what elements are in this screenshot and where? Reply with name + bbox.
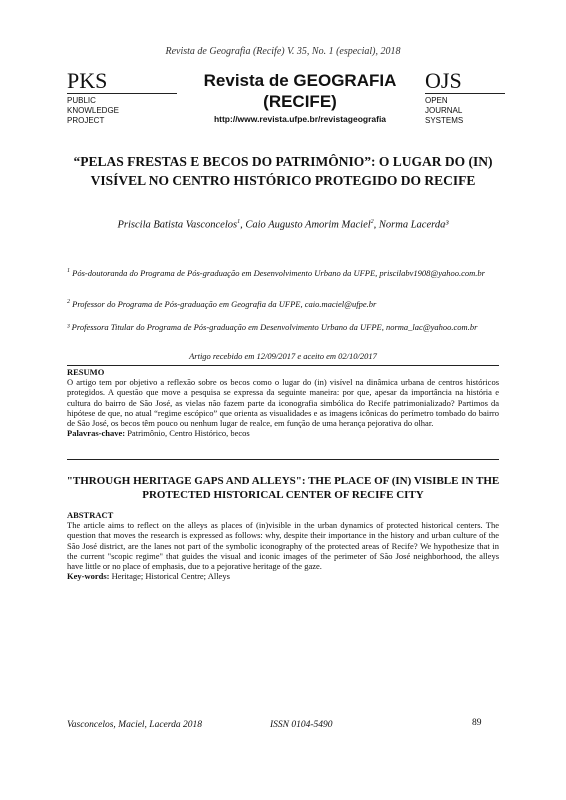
author-2: , Caio Augusto Amorim Maciel — [240, 219, 371, 231]
running-header: Revista de Geografia (Recife) V. 35, No. 1 (especial), 2018 — [165, 46, 401, 57]
divider-top — [67, 365, 499, 366]
journal-url[interactable]: http://www.revista.ufpe.br/revistageografia — [213, 114, 387, 124]
footnote-3: ³ Professora Titular do Programa de Pós-graduação em Desenvolvimento Urbano da UFPE, norma_lac@yahoo.com.br — [67, 322, 478, 332]
abstract-keywords-label: Key-words: — [67, 571, 110, 582]
pkp-logo — [67, 70, 177, 126]
ojs-logo-line2: JOURNAL — [425, 106, 463, 115]
divider-bottom — [67, 459, 499, 460]
author-1-mark: 1 — [237, 219, 241, 225]
pkp-logo-line1: PUBLIC — [67, 96, 96, 105]
author-2-mark: 2 — [370, 219, 374, 225]
author-1: Priscila Batista Vasconcelos — [117, 219, 238, 231]
footnote-2 — [67, 297, 499, 310]
abstract-keywords — [67, 571, 499, 581]
resumo-text: O artigo tem por objetivo a reflexão sobre os becos como o lugar do (in) visível na dinâmica urbana de centros históricos protegidos. A questão que move a pesquisa se expressa da seguinte maneira: por que, apesar da importância na história e cultura do bairro de São José, as vielas não fazem parte da iconografia simbólica do Recife patrimonializado? Partimos da hipótese de que, no atual “regime escópico” que orienta as visualidades e as imagens icônicas do perímetro tombado do bairro de São José, os becos têm pouco ou nenhum lugar de realce, em função de uma herança pejorativa do olhar. — [67, 377, 499, 429]
ojs-logo-line1: OPEN — [425, 96, 448, 105]
pkp-logo-line3: PROJECT — [67, 116, 105, 125]
author-3: , Norma Lacerda³ — [373, 219, 449, 231]
resumo-heading: RESUMO — [67, 367, 105, 377]
ojs-logo — [425, 70, 505, 126]
article-title-en: "THROUGH HERITAGE GAPS AND ALLEYS": THE PLACE OF (IN) VISIBLE IN THE PROTECTED HISTORICAL CENTER OF RECIFE CITY — [66, 475, 500, 501]
journal-title-line1: Revista de GEOGRAFIA — [203, 71, 397, 90]
author-list — [60, 219, 506, 231]
page-number: 89 — [472, 718, 482, 728]
journal-title-line2: (RECIFE) — [263, 92, 337, 111]
resumo-keywords-label: Palavras-chave: — [67, 428, 126, 439]
resumo-section — [67, 367, 499, 438]
footnote-1-mark: 1 — [67, 268, 70, 274]
footnote-2-text: Professor do Programa de Pós-graduação em Geografia da UFPE, caio.maciel@ufpe.br — [72, 298, 377, 309]
ojs-logo-mark: OJS — [425, 70, 505, 94]
resumo-keywords — [67, 428, 499, 438]
resumo-keywords-values: Patrimônio, Centro Histórico, becos — [125, 428, 250, 439]
abstract-section — [67, 510, 499, 581]
footnote-1-text: Pós-doutoranda do Programa de Pós-graduação em Desenvolvimento Urbano da UFPE, priscilabv1908@yahoo.com.br — [72, 267, 485, 278]
footer-authors: Vasconcelos, Maciel, Lacerda 2018 — [67, 720, 202, 730]
received-date: Artigo recebido em 12/09/2017 e aceito em 02/10/2017 — [189, 351, 377, 361]
ojs-logo-line3: SYSTEMS — [425, 116, 464, 125]
footer-issn: ISSN 0104-5490 — [270, 720, 333, 730]
abstract-heading: ABSTRACT — [67, 510, 114, 520]
pkp-logo-mark: PKS — [67, 70, 177, 94]
article-title-pt: “PELAS FRESTAS E BECOS DO PATRIMÔNIO”: O LUGAR DO (IN) VISÍVEL NO CENTRO HISTÓRICO PROTEGIDO DO RECIFE — [73, 154, 493, 188]
footnote-2-mark: 2 — [67, 299, 70, 305]
pkp-logo-line2: KNOWLEDGE — [67, 106, 120, 115]
journal-masthead — [180, 70, 420, 124]
abstract-text: The article aims to reflect on the alleys as places of (in)visible in the urban dynamics of protected historical centers. The question that moves the research is expressed as follows: why, despite their importance in the history and urban culture of the São José district, are the lanes not part of the symbolic iconography of the protected areas of Recife? We hypothesize that in the current "scopic regime" that guides the visual and iconic images of the perimeter of São José neighborhood, the alleys have little or no place of emphasis, due to a pejorative heritage of the gaze. — [67, 520, 499, 572]
footnote-1 — [67, 266, 499, 279]
abstract-keywords-values: Heritage; Historical Centre; Alleys — [109, 571, 230, 582]
